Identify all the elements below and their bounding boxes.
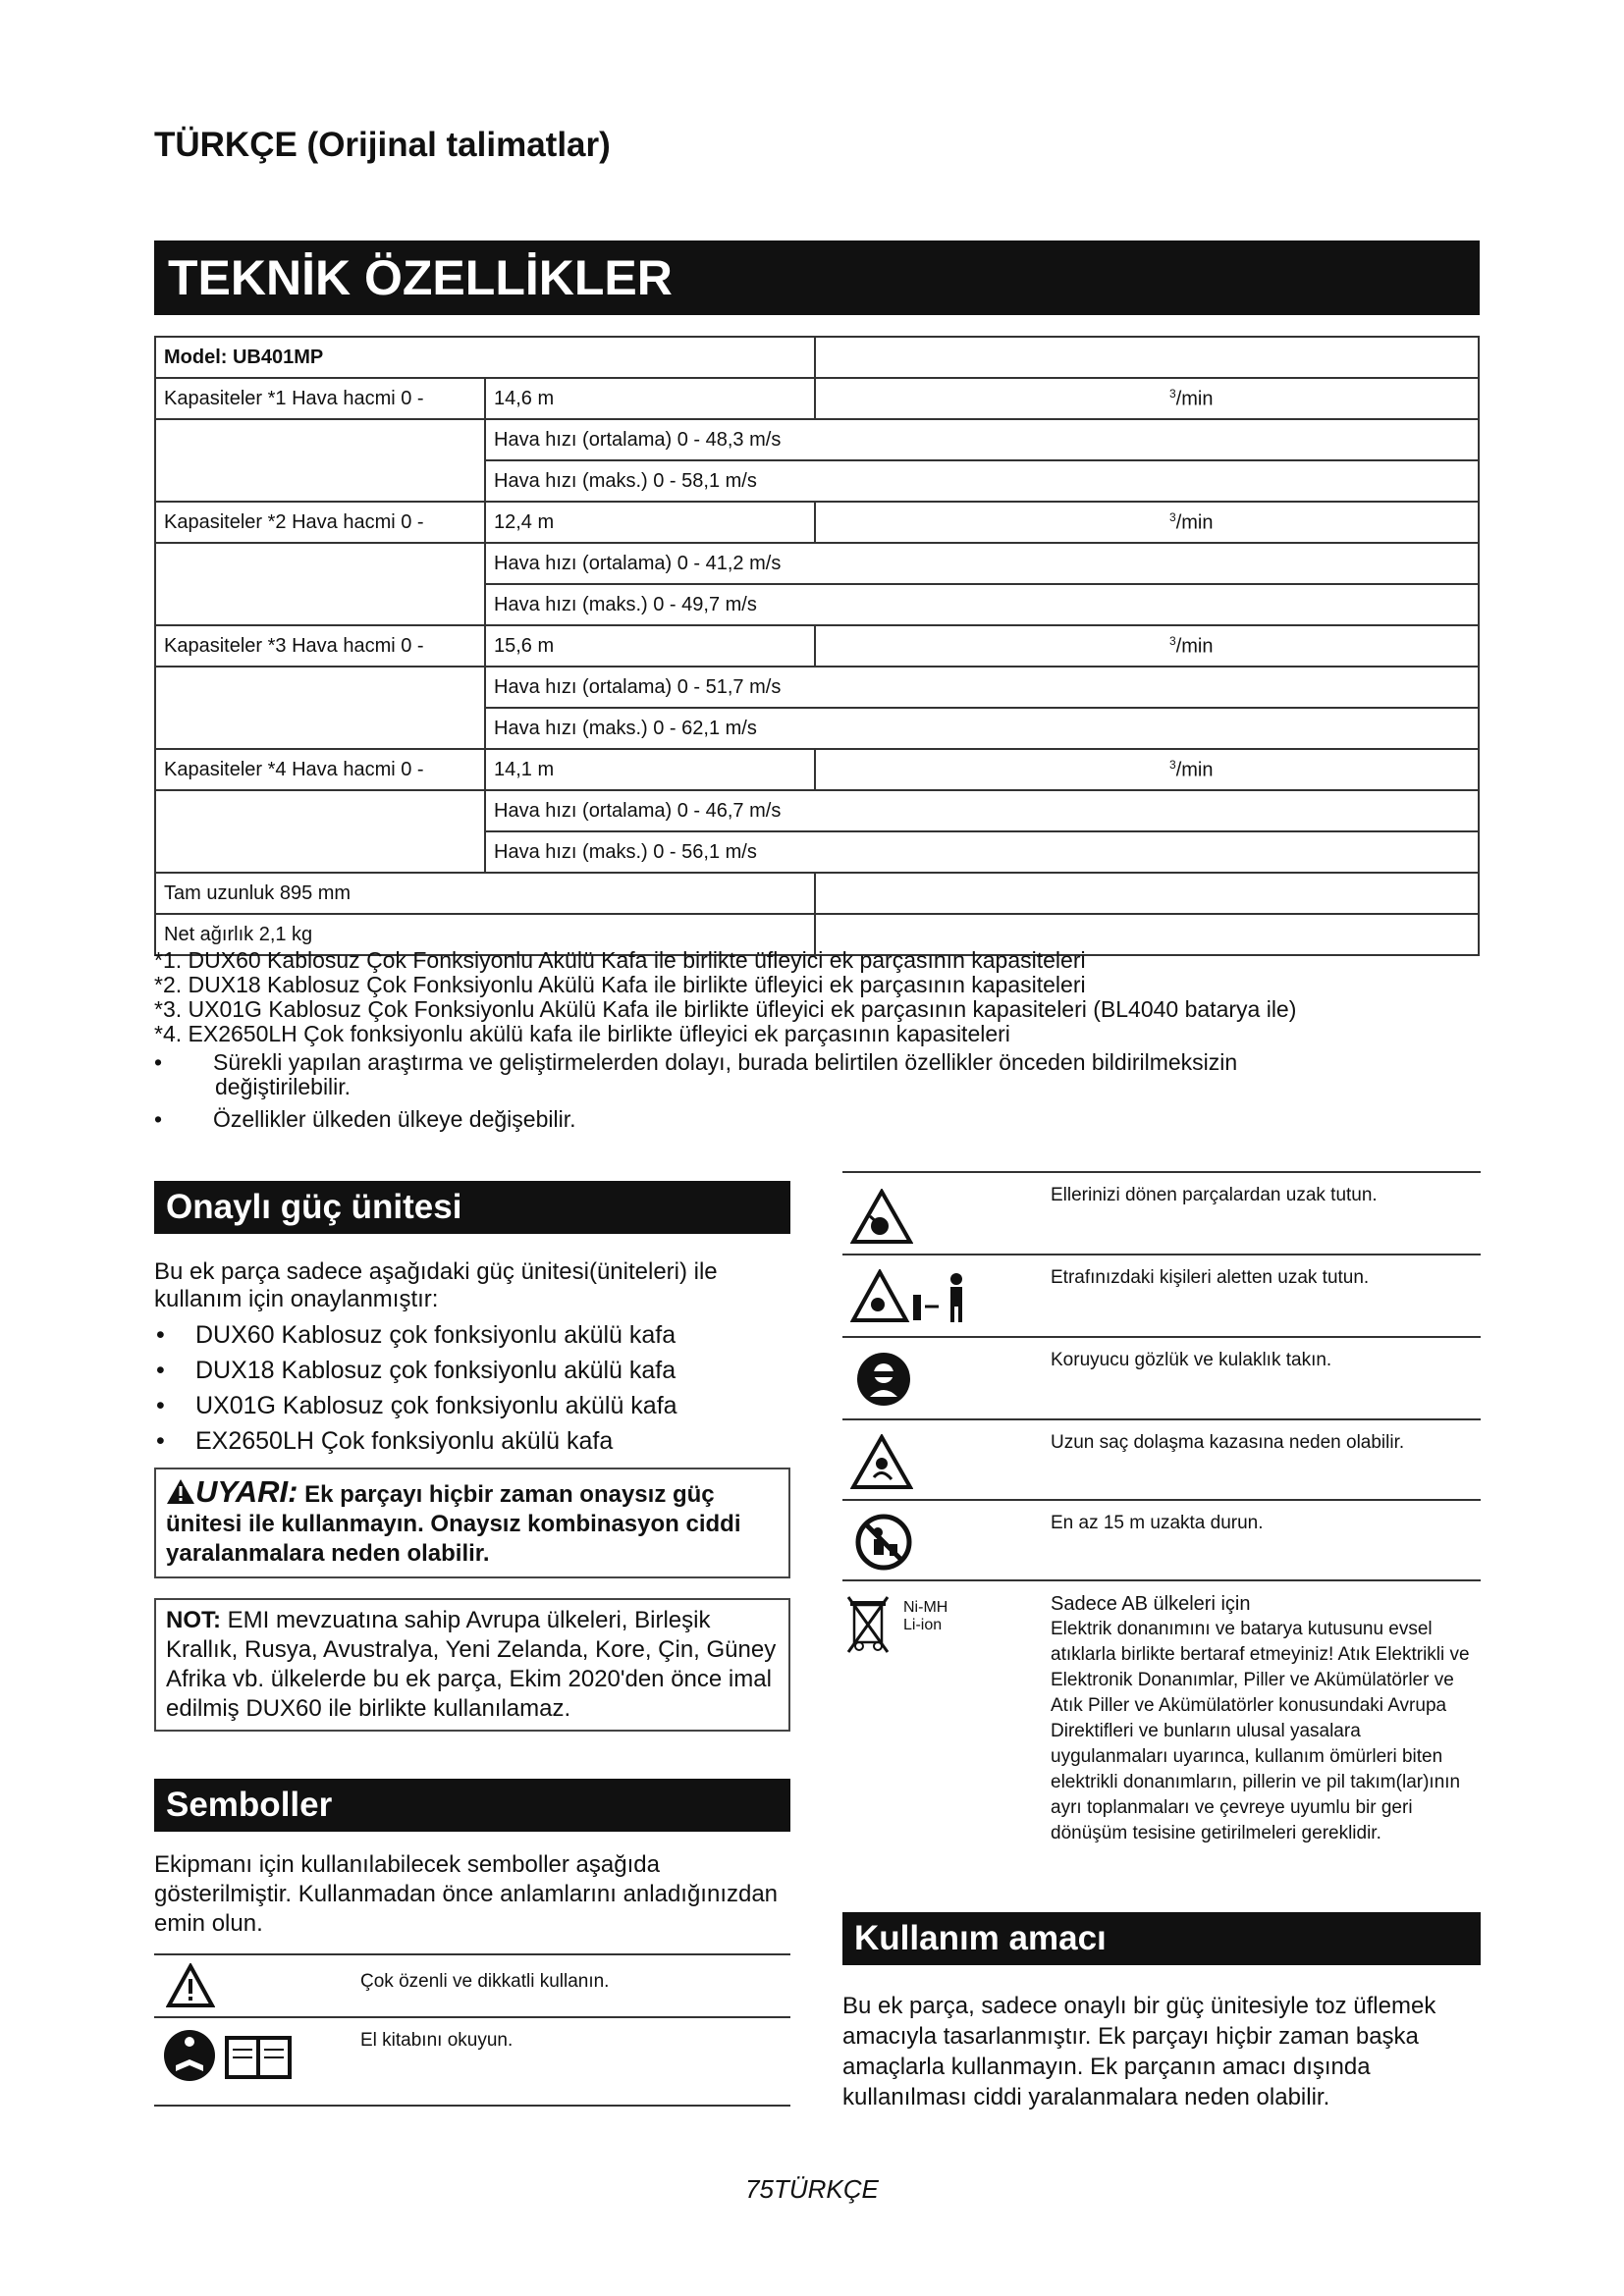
symbols-table-left — [154, 1953, 790, 2107]
warning-triangle-icon — [166, 1478, 195, 1505]
warning-box — [154, 1468, 790, 1578]
hair-entanglement-icon — [842, 1419, 1047, 1500]
capacity-label: Kapasiteler *2 Hava hacmi 0 - — [155, 502, 485, 543]
list-item: • EX2650LH Çok fonksiyonlu akülü kafa — [154, 1423, 783, 1459]
weight-cell: Net ağırlık 2,1 kg — [155, 914, 815, 955]
bystanders-icon — [842, 1255, 1047, 1337]
spacer-cell — [155, 419, 485, 502]
model-cell: Model: UB401MP — [155, 337, 815, 378]
battery-type: Ni-MH — [903, 1599, 948, 1616]
spec-bullet: • Özellikler ülkeden ülkeye değişebilir. — [154, 1106, 576, 1132]
read-manual-icon — [154, 2017, 349, 2106]
symbol-text: Ellerinizi dönen parçalardan uzak tutun. — [1047, 1172, 1481, 1255]
symbol-text: En az 15 m uzakta durun. — [1047, 1500, 1481, 1580]
air-volume-value: 14,1 m — [485, 749, 815, 790]
intended-use-header: Kullanım amacı — [842, 1912, 1481, 1965]
max-speed: Hava hızı (maks.) 0 - 62,1 m/s — [485, 708, 1479, 749]
intended-use-text: Bu ek parça, sadece onaylı bir güç ünitesiyle toz üflemek amacıyla tasarlanmıştır. Ek parçayı hiçbir zaman başka amaçlarla kullanmayın. Ek parçanın amacı dışında kullanılması ciddi yaralanmalara neden olabilir. — [842, 1993, 1436, 2110]
eye-ear-protection-icon — [842, 1337, 1047, 1419]
air-volume-unit: $^3$/min — [815, 749, 1479, 790]
note-text: EMI mevzuatına sahip Avrupa ülkeleri, Birleşik Krallık, Rusya, Avustralya, Yeni Zelanda, Kore, Çin, Güney Afrika vb. ülkelerde bu ek parça, Ekim 2020'den önce imal edilmiş DUX60 ile birlikte kullanılamaz. — [166, 1607, 777, 1722]
length-cell: Tam uzunluk 895 mm — [155, 873, 815, 914]
list-item: • DUX60 Kablosuz çok fonksiyonlu akülü kafa — [154, 1317, 783, 1353]
air-volume-value: 12,4 m — [485, 502, 815, 543]
list-item: • UX01G Kablosuz çok fonksiyonlu akülü kafa — [154, 1388, 783, 1423]
spacer-cell — [155, 667, 485, 749]
footnote: *1. DUX60 Kablosuz Çok Fonksiyonlu Akülü Kafa ile birlikte üfleyici ek parçasının kapasiteleri — [154, 947, 1086, 973]
footnote: *4. EX2650LH Çok fonksiyonlu akülü kafa ile birlikte üfleyici ek parçasının kapasiteleri — [154, 1021, 1010, 1046]
power-unit-header: Onaylı güç ünitesi — [154, 1181, 790, 1234]
avg-speed: Hava hızı (ortalama) 0 - 51,7 m/s — [485, 667, 1479, 708]
footnotes — [154, 948, 1499, 1132]
symbols-table-right — [842, 1171, 1481, 1925]
weee-text-cell — [1047, 1580, 1481, 1924]
symbol-text: Uzun saç dolaşma kazasına neden olabilir. — [1047, 1419, 1481, 1500]
keep-distance-icon — [842, 1500, 1047, 1580]
empty-cell — [815, 337, 1479, 378]
spec-bullet-text: Sürekli yapılan araştırma ve geliştirmelerden dolayı, burada belirtilen özellikler önceden bildirilmeksizin — [213, 1049, 1238, 1075]
air-volume-unit: $^3$/min — [815, 625, 1479, 667]
air-volume-unit: $^3$/min — [815, 378, 1479, 419]
weee-cell — [842, 1580, 1047, 1924]
spacer-cell — [155, 543, 485, 625]
symbols-intro: Ekipmanı için kullanılabilecek semboller aşağıda gösterilmiştir. Kullanmadan önce anlamlarını anladığınızdan emin olun. — [154, 1851, 779, 1937]
capacity-label: Kapasiteler *3 Hava hacmi 0 - — [155, 625, 485, 667]
spec-bullet-cont: değiştirilebilir. — [215, 1074, 352, 1099]
max-speed: Hava hızı (maks.) 0 - 58,1 m/s — [485, 460, 1479, 502]
air-volume-value: 14,6 m — [485, 378, 815, 419]
air-volume-unit: $^3$/min — [815, 502, 1479, 543]
battery-type: Li-ion — [903, 1617, 943, 1633]
note-label: NOT: — [166, 1607, 221, 1633]
spec-bullet: • Sürekli yapılan araştırma ve geliştirmelerden dolayı, burada belirtilen özellikler önceden bildirilmeksizin — [154, 1049, 1238, 1075]
warning-triangle-icon — [154, 1954, 349, 2017]
symbol-text: Etrafınızdaki kişileri aletten uzak tutun. — [1047, 1255, 1481, 1337]
symbol-text: Koruyucu gözlük ve kulaklık takın. — [1047, 1337, 1481, 1419]
crossed-bin-icon — [846, 1595, 890, 1654]
weee-text: Elektrik donanımını ve batarya kutusunu evsel atıklarla birlikte bertaraf etmeyiniz! Atık Elektrikli ve Elektronik Donanımlar, Piller ve Akümülatörler ve Atık Piller ve Akümülatörler konusundaki Avrupa Direktifleri ve bunların ulusal yasalara uygulanmaları uyarınca, kullanım ömürleri biten elektrikli donanımların, pillerin ve pil takım(lar)ının ayrı toplanmaları ve çevreye uyumlu bir geri dönüşüm tesisine getirilmeleri gereklidir. — [1051, 1619, 1470, 1843]
air-volume-value: 15,6 m — [485, 625, 815, 667]
avg-speed: Hava hızı (ortalama) 0 - 41,2 m/s — [485, 543, 1479, 584]
weee-title: Sadece AB ülkeleri için — [1051, 1593, 1251, 1615]
capacity-label: Kapasiteler *1 Hava hacmi 0 - — [155, 378, 485, 419]
symbol-text: Çok özenli ve dikkatli kullanın. — [349, 1954, 790, 2017]
avg-speed: Hava hızı (ortalama) 0 - 48,3 m/s — [485, 419, 1479, 460]
warning-label: UYARI: — [195, 1474, 298, 1509]
warning-text: Ek parçayı hiçbir zaman onaysız güç ünitesi ile kullanmayın. Onaysız kombinasyon ciddi yaralanmalara neden olabilir. — [166, 1481, 741, 1567]
spacer-cell — [155, 790, 485, 873]
footnote: *3. UX01G Kablosuz Çok Fonksiyonlu Akülü Kafa ile birlikte üfleyici ek parçasının kapasiteleri (BL4040 batarya ile) — [154, 996, 1297, 1022]
note-box — [154, 1598, 790, 1732]
language-title: TÜRKÇE (Orijinal talimatlar) — [154, 126, 611, 164]
list-item: • DUX18 Kablosuz çok fonksiyonlu akülü kafa — [154, 1353, 783, 1388]
symbol-text: El kitabını okuyun. — [349, 2017, 790, 2106]
avg-speed: Hava hızı (ortalama) 0 - 46,7 m/s — [485, 790, 1479, 831]
spec-table — [154, 336, 1480, 956]
capacity-label: Kapasiteler *4 Hava hacmi 0 - — [155, 749, 485, 790]
max-speed: Hava hızı (maks.) 0 - 49,7 m/s — [485, 584, 1479, 625]
max-speed: Hava hızı (maks.) 0 - 56,1 m/s — [485, 831, 1479, 873]
empty-cell — [815, 873, 1479, 914]
rotating-parts-icon — [842, 1172, 1047, 1255]
page-footer: 75TÜRKÇE — [745, 2174, 879, 2204]
footnote: *2. DUX18 Kablosuz Çok Fonksiyonlu Akülü Kafa ile birlikte üfleyici ek parçasının kapasiteleri — [154, 972, 1086, 997]
spec-header: TEKNİK ÖZELLİKLER — [154, 240, 1480, 315]
symbols-header: Semboller — [154, 1779, 790, 1832]
power-unit-section — [154, 1258, 783, 1459]
power-unit-list — [154, 1317, 783, 1459]
spec-bullet-text: Özellikler ülkeden ülkeye değişebilir. — [213, 1106, 576, 1132]
power-unit-intro: Bu ek parça sadece aşağıdaki güç ünitesi(üniteleri) ile kullanım için onaylanmıştır: — [154, 1258, 718, 1312]
